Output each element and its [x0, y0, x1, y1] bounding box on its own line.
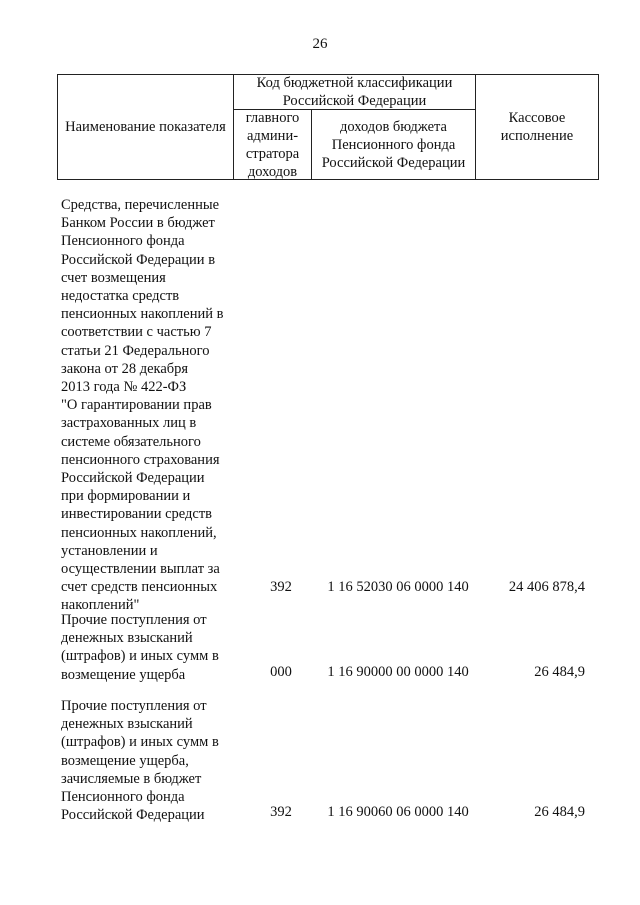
row-name: Прочие поступления от денежных взысканий (штрафов) и иных сумм в возмещение ущерба: [61, 612, 219, 683]
header-col-name: Наименование показателя: [65, 119, 226, 135]
row-admin-code: 392: [270, 803, 292, 820]
page-number: 26: [312, 36, 328, 52]
row-name: Средства, перечисленные Банком России в бюджет Пенсионного фонда Российской Федерации в счет возмещения недостатка средств пенсионных накоплений в соответствии с частью 7 статьи 21 Федерального закона от 28 декабря 2013 года № 422-ФЗ "О гарантировании прав застрахованных лиц в системе обязательного пенсионного страхования Российской Федерации при формировании и инвестировании средств пенсионных накоплений, установлении и осуществлении выплат за счет средств пенсионных накоплений": [61, 197, 224, 614]
header-col-admin: главного админи- стратора доходов: [245, 110, 300, 180]
table-row: [0, 611, 640, 681]
row-amount: 26 484,9: [534, 803, 585, 820]
row-name: Прочие поступления от денежных взысканий (штрафов) и иных сумм в возмещение ущерба, зачисляемые в бюджет Пенсионного фонда Российской Федерации: [61, 698, 219, 824]
header-group-title: Код бюджетной классификации Российской Федерации: [256, 75, 453, 109]
table-header: [57, 74, 599, 180]
row-admin-code: 392: [270, 578, 292, 595]
header-col-amount: Кассовое исполнение: [500, 110, 574, 144]
row-income-code: 1 16 90060 06 0000 140: [327, 803, 469, 820]
row-amount: 24 406 878,4: [508, 578, 585, 595]
table-row: [0, 697, 640, 824]
row-income-code: 1 16 52030 06 0000 140: [327, 578, 469, 595]
row-income-code: 1 16 90000 00 0000 140: [327, 663, 469, 680]
table-row: [0, 196, 640, 614]
row-admin-code: 000: [270, 663, 292, 680]
row-amount: 26 484,9: [534, 663, 585, 680]
header-col-income: доходов бюджета Пенсионного фонда Российской Федерации: [321, 119, 466, 171]
